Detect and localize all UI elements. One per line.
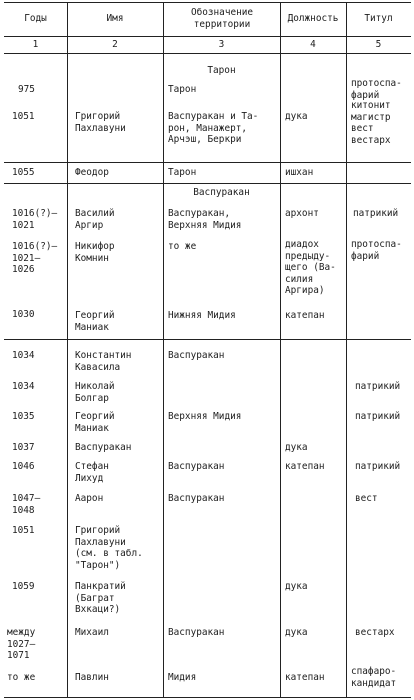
cell-title: протоспа- фарий: [351, 239, 402, 262]
cell-years: 1035: [12, 411, 35, 422]
column-number: 3: [218, 39, 225, 50]
cell-years: 1051: [12, 111, 35, 122]
cell-years: 1059: [12, 581, 35, 592]
cell-years: 1016(?)— 1021— 1026: [12, 241, 58, 275]
cell-office: катепан: [285, 672, 325, 683]
column-divider: [163, 3, 164, 697]
cell-years: 1047— 1048: [12, 493, 41, 516]
cell-name: Константин Кавасила: [75, 350, 132, 373]
cell-name: Васпуракан: [75, 442, 132, 453]
column-number: 5: [375, 39, 382, 50]
cell-name: Георгий Маниак: [75, 310, 115, 333]
cell-years: 1037: [12, 442, 35, 453]
cell-office: архонт: [285, 208, 319, 219]
cell-title: патрикий: [355, 411, 401, 422]
cell-years: 1046: [12, 461, 35, 472]
cell-territory: Мидия: [168, 672, 197, 683]
cell-years: 1034: [12, 350, 35, 361]
cell-name: Аарон: [75, 493, 104, 504]
row-divider: [4, 162, 411, 163]
cell-name: Феодор: [75, 167, 109, 178]
cell-name: Панкратий (Баграт Вхкаци?): [75, 581, 126, 615]
cell-territory: Васпуракан: [168, 461, 225, 472]
section-title: Васпуракан: [193, 187, 250, 198]
cell-territory: Тарон: [168, 84, 197, 95]
cell-territory: Васпуракан: [168, 627, 225, 638]
cell-years: 1034: [12, 381, 35, 392]
section-title: Тарон: [207, 65, 236, 76]
cell-name: Михаил: [75, 627, 109, 638]
cell-name: Георгий Маниак: [75, 411, 115, 434]
cell-years: между 1027— 1071: [7, 627, 36, 661]
cell-years: 975: [18, 84, 35, 95]
cell-office: дука: [285, 627, 308, 638]
cell-office: ишхан: [285, 167, 314, 178]
cell-name: Стефан Лихуд: [75, 461, 109, 484]
cell-years: 1051: [12, 525, 35, 536]
header-years: Годы: [24, 13, 47, 24]
cell-years: 1030: [12, 309, 35, 320]
cell-title: спафаро- кандидат: [351, 666, 397, 689]
header-divider: [4, 36, 411, 37]
cell-years: 1016(?)— 1021: [12, 208, 58, 231]
column-number-divider: [4, 53, 411, 54]
column-number: 2: [112, 39, 118, 50]
column-number: 1: [32, 39, 39, 50]
cell-name: Николай Болгар: [75, 381, 115, 404]
cell-territory: Васпуракан и Та- рон, Манажерт, Арчэш, Беркри: [168, 111, 259, 145]
header-office: Должность: [287, 13, 339, 24]
cell-title: вест: [355, 493, 378, 504]
section-divider: [4, 183, 411, 184]
cell-title: патрикий: [355, 461, 401, 472]
cell-name: Григорий Пахлавуни: [75, 111, 126, 134]
cell-territory: то же: [168, 241, 197, 252]
column-divider: [280, 3, 281, 697]
cell-office: диадох предыду- щего (Ва- силия Аргира): [285, 239, 336, 296]
cell-territory: Тарон: [168, 167, 197, 178]
column-number: 4: [310, 39, 316, 50]
cell-name: Василий Аргир: [75, 208, 115, 231]
row-divider: [4, 339, 411, 340]
header-title: Титул: [364, 13, 393, 24]
cell-office: катепан: [285, 310, 325, 321]
cell-territory: Нижняя Мидия: [168, 310, 236, 321]
cell-territory: Васпуракан: [168, 493, 225, 504]
cell-territory: Васпуракан, Верхняя Мидия: [168, 208, 242, 231]
cell-title: патрикий: [355, 381, 401, 392]
cell-years: 1055: [12, 167, 35, 178]
cell-title: протоспа- фарий: [351, 78, 402, 101]
column-divider: [346, 3, 347, 697]
table: [4, 2, 411, 698]
cell-name: Григорий Пахлавуни (см. в табл. "Тарон"): [75, 525, 143, 571]
cell-office: дука: [285, 111, 308, 122]
cell-territory: Верхняя Мидия: [168, 411, 242, 422]
cell-office: дука: [285, 442, 308, 453]
cell-name: Никифор Комнин: [75, 241, 115, 264]
header-territory: Обозначение территории: [190, 7, 254, 30]
cell-years: то же: [7, 672, 36, 683]
header-name: Имя: [106, 13, 124, 24]
cell-title: патрикий: [353, 208, 399, 219]
cell-office: катепан: [285, 461, 325, 472]
column-divider: [67, 3, 68, 697]
cell-title: вестарх: [355, 627, 395, 638]
cell-office: дука: [285, 581, 308, 592]
cell-territory: Васпуракан: [168, 350, 225, 361]
cell-name: Павлин: [75, 672, 109, 683]
cell-title: китонит магистр вест вестарх: [351, 100, 391, 146]
